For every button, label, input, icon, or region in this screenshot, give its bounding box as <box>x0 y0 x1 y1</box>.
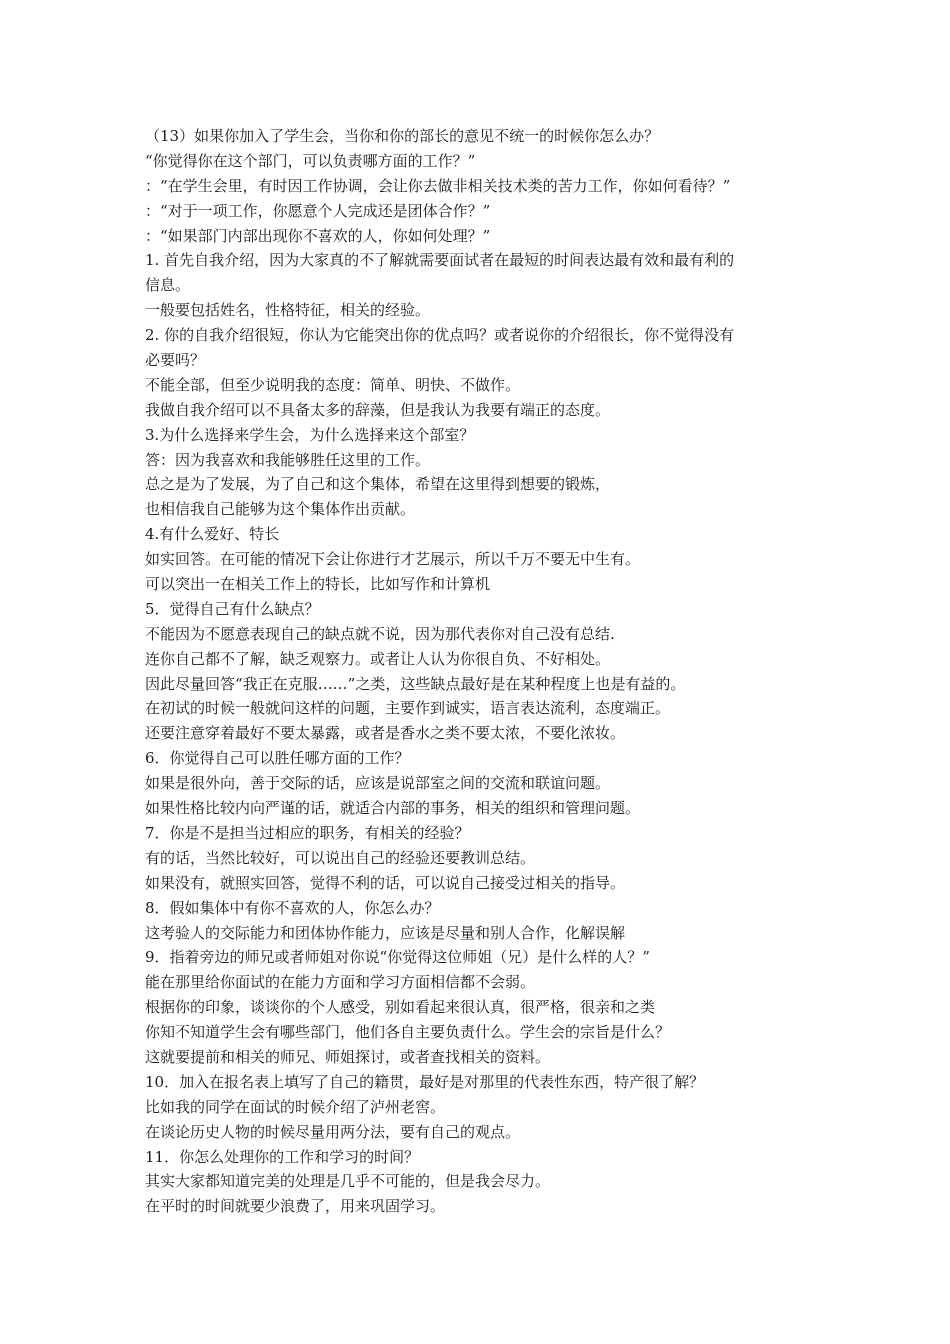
text-line: 还要注意穿着最好不要太暴露，或者是香水之类不要太浓，不要化浓妆。 <box>145 724 626 743</box>
text-line: 一般要包括姓名，性格特征，相关的经验。 <box>145 301 431 320</box>
text-line: 你知不知道学生会有哪些部门，他们各自主要负责什么。学生会的宗旨是什么？ <box>145 1023 671 1042</box>
text-line: ：“对于一项工作，你愿意个人完成还是团体合作？” <box>145 201 491 220</box>
text-line: 在初试的时候一般就问这样的问题，主要作到诚实，语言表达流利，态度端正。 <box>145 699 671 718</box>
text-line: 有的话，当然比较好，可以说出自己的经验还要教训总结。 <box>145 848 536 867</box>
text-line: 答：因为我喜欢和我能够胜任这里的工作。 <box>145 450 431 469</box>
text-line: 3.为什么选择来学生会，为什么选择来这个部室？ <box>145 425 475 444</box>
text-line: 其实大家都知道完美的处理是几乎不可能的，但是我会尽力。 <box>145 1172 551 1191</box>
text-line: 1. 首先自我介绍，因为大家真的不了解就需要面试者在最短的时间表达最有效和最有利的 <box>145 251 735 270</box>
text-line: ：“在学生会里，有时因工作协调，会让你去做非相关技术类的苦力工作，你如何看待？” <box>145 176 731 195</box>
text-line: 4.有什么爱好、特长 <box>145 525 280 544</box>
text-line: 因此尽量回答“我正在克服……”之类，这些缺点最好是在某种程度上也是有益的。 <box>145 674 686 693</box>
document-page <box>145 124 815 1219</box>
text-line: 必要吗？ <box>145 351 206 370</box>
text-line: 总之是为了发展，为了自己和这个集体，希望在这里得到想要的锻炼， <box>145 475 611 494</box>
text-line: 如果性格比较内向严谨的话，就适合内部的事务，相关的组织和管理问题。 <box>145 799 641 818</box>
text-line: 如实回答。在可能的情况下会让你进行才艺展示，所以千万不要无中生有。 <box>145 550 641 569</box>
text-line: 如果没有，就照实回答，觉得不利的话，可以说自己接受过相关的指导。 <box>145 873 626 892</box>
text-line: 根据你的印象，谈谈你的个人感受，别如看起来很认真，很严格，很亲和之类 <box>145 998 656 1017</box>
text-line: 如果是很外向，善于交际的话，应该是说部室之间的交流和联谊问题。 <box>145 774 611 793</box>
text-line: 9．指着旁边的师兄或者师姐对你说“你觉得这位师姐（兄）是什么样的人？” <box>145 948 650 967</box>
text-line: （13）如果你加入了学生会，当你和你的部长的意见不统一的时候你怎么办？ <box>145 127 660 145</box>
text-line: 5．觉得自己有什么缺点？ <box>145 599 320 618</box>
text-line: 信息。 <box>145 276 191 295</box>
text-line: 不能因为不愿意表现自己的缺点就不说，因为那代表你对自己没有总结. <box>145 624 615 643</box>
text-line: 11．你怎么处理你的工作和学习的时间？ <box>145 1147 420 1166</box>
text-line: 在平时的时间就要少浪费了，用来巩固学习。 <box>145 1197 446 1216</box>
text-line: 不能全部，但至少说明我的态度：简单、明快、不做作。 <box>145 375 521 394</box>
text-line: 8．假如集体中有你不喜欢的人，你怎么办？ <box>145 898 440 917</box>
text-line: 可以突出一在相关工作上的特长，比如写作和计算机 <box>145 575 491 594</box>
text-line: 能在那里给你面试的在能力方面和学习方面相信都不会弱。 <box>145 973 536 992</box>
text-line: 2. 你的自我介绍很短，你认为它能突出你的优点吗？或者说你的介绍很长，你不觉得没有 <box>145 326 735 345</box>
text-line: 这考验人的交际能力和团体协作能力，应该是尽量和别人合作，化解误解 <box>145 923 626 942</box>
text-line: “你觉得你在这个部门，可以负责哪方面的工作？” <box>145 151 476 170</box>
text-line: 7．你是不是担当过相应的职务，有相关的经验？ <box>145 823 470 842</box>
text-line: 这就要提前和相关的师兄、师姐探讨，或者查找相关的资料。 <box>145 1047 551 1066</box>
text-line: 也相信我自己能够为这个集体作出贡献。 <box>145 500 416 519</box>
text-line: 我做自我介绍可以不具备太多的辞藻，但是我认为我要有端正的态度。 <box>145 400 611 419</box>
text-line: 10．加入在报名表上填写了自己的籍贯，最好是对那里的代表性东西，特产很了解？ <box>145 1072 705 1091</box>
text-line: 在谈论历史人物的时候尽量用两分法，要有自己的观点。 <box>145 1122 521 1141</box>
text-line: 连你自己都不了解，缺乏观察力。或者让人认为你很自负、不好相处。 <box>145 649 611 668</box>
text-line: 6．你觉得自己可以胜任哪方面的工作？ <box>145 749 410 768</box>
text-line: ：“如果部门内部出现你不喜欢的人，你如何处理？” <box>145 226 491 245</box>
text-line: 比如我的同学在面试的时候介绍了泸州老窖。 <box>145 1097 446 1116</box>
